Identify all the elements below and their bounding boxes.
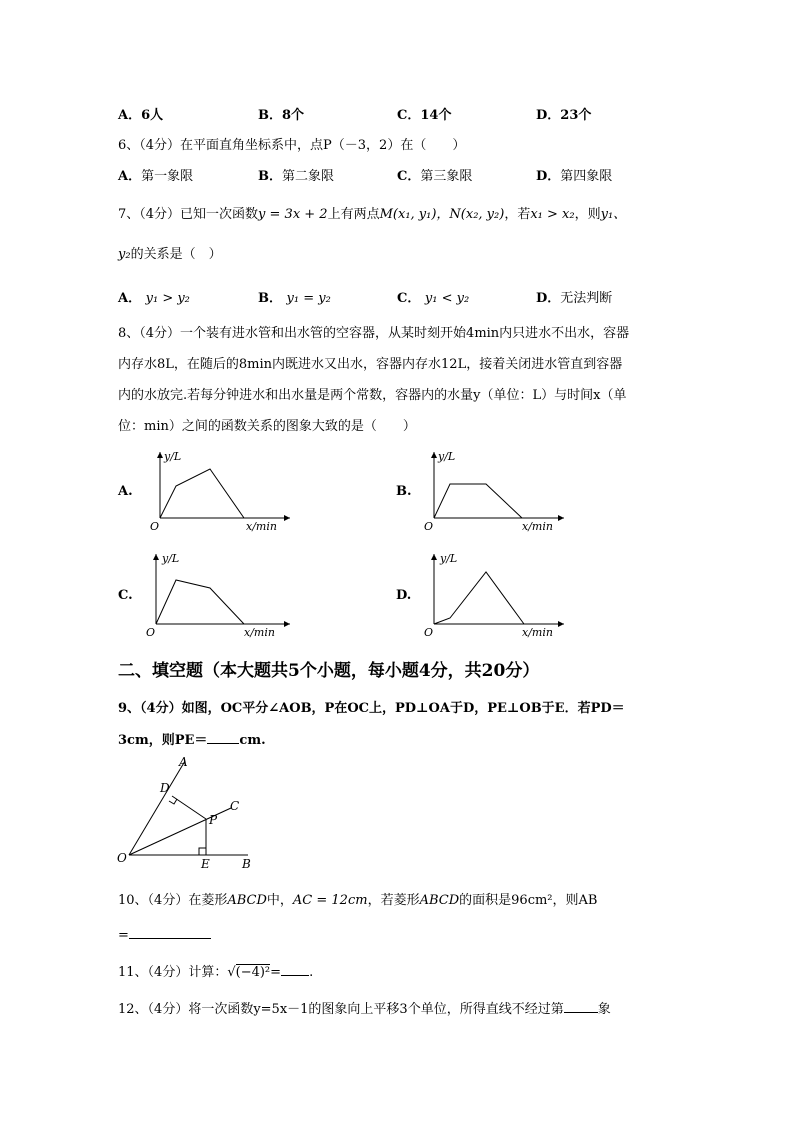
ray-oa [129, 761, 185, 855]
x-axis-arrow [558, 515, 564, 521]
origin-label: O [424, 626, 434, 639]
graph-line [156, 580, 244, 624]
y-axis-arrow [157, 452, 163, 458]
q7-option-d: D．无法判断 [536, 291, 613, 306]
q6-option-a: A．第一象限 [118, 169, 194, 184]
q12-stem: 12、（4分）将一次函数y=5x－1的图象向上平移3个单位，所得直线不经过第 象 [118, 1002, 611, 1017]
y-axis-label: y/L [438, 450, 456, 463]
y-axis-label: y/L [440, 552, 458, 565]
x-axis-label: x/min [522, 626, 553, 639]
q11-stem: 11、（4分）计算：√(−4)²= . [118, 965, 314, 980]
q9-answer-blank[interactable] [207, 731, 239, 744]
q11-answer-blank[interactable] [281, 963, 309, 976]
q8-graph-a [140, 446, 300, 538]
q7-stem-line2: y₂的关系是（ ） [118, 247, 222, 262]
q7-option-b: B． y₁ = y₂ [258, 291, 331, 306]
q9-stem-line2: 3cm，则PE＝ cm. [118, 733, 266, 748]
q10-answer-line: = [118, 926, 211, 943]
x-axis-arrow [558, 621, 564, 627]
q8-graph-label-a: A. [118, 484, 133, 499]
q6-option-b: B．第二象限 [258, 169, 335, 184]
q5-option-a: A．6人 [118, 108, 164, 123]
q8-graph-c [140, 550, 300, 642]
y-axis-arrow [153, 554, 159, 560]
q5-option-b: B．8个 [258, 108, 305, 123]
q10-stem: 10、（4分）在菱形ABCD中，AC = 12cm，若菱形ABCD的面积是96cm²，则AB [118, 893, 598, 908]
q8-graph-label-b: B. [396, 484, 412, 499]
y-axis-label: y/L [162, 552, 180, 565]
y-axis-arrow [431, 554, 437, 560]
q6-option-c: C．第三象限 [397, 169, 473, 184]
q5-option-d: D．23个 [536, 108, 592, 123]
q10-answer-blank[interactable] [129, 926, 211, 939]
origin-label: O [150, 520, 160, 533]
label-p: P [209, 813, 218, 827]
q7-option-a: A． y₁ > y₂ [118, 291, 190, 306]
label-o: O [117, 851, 127, 865]
origin-label: O [146, 626, 156, 639]
q8-graph-label-c: C. [118, 588, 133, 603]
label-a: A [179, 755, 188, 769]
right-angle-d [169, 799, 177, 804]
label-c: C [230, 799, 240, 813]
q6-option-d: D．第四象限 [536, 169, 613, 184]
q7-option-c: C． y₁ < y₂ [397, 291, 470, 306]
x-axis-arrow [284, 621, 290, 627]
y-axis-arrow [431, 452, 437, 458]
q7-stem: 7、（4分）已知一次函数y = 3x + 2上有两点M(x₁, y₁)，N(x₂, y₂)，若x₁ > x₂，则y₁、 [118, 207, 627, 222]
q8-graph-d [414, 550, 574, 642]
q8-graph-label-d: D. [396, 588, 412, 603]
graph-line [434, 484, 522, 518]
graph-line [434, 572, 524, 624]
q5-option-c: C．14个 [397, 108, 452, 123]
q8-graph-b [414, 446, 574, 538]
section-2-heading: 二、填空题（本大题共5个小题，每小题4分，共20分） [118, 661, 540, 681]
x-axis-label: x/min [246, 520, 277, 533]
y-axis-label: y/L [164, 450, 182, 463]
radicand: (−4)² [235, 965, 271, 980]
q8-stem-line2: 内存水8L，在随后的8min内既进水又出水，容器内存水12L，接着关闭进水管直到容器 [118, 357, 623, 372]
x-axis-arrow [284, 515, 290, 521]
q9-stem-line1: 9、（4分）如图，OC平分∠AOB，P在OC上，PD⊥OA于D，PE⊥OB于E．若PD＝ [118, 701, 625, 716]
label-e: E [201, 857, 210, 871]
label-d: D [160, 781, 170, 795]
label-b: B [242, 857, 251, 871]
q8-stem-line1: 8、（4分）一个装有进水管和出水管的空容器，从某时刻开始4min内只进水不出水，容器 [118, 326, 630, 341]
radical-sign: √ [227, 965, 236, 980]
q12-answer-blank[interactable] [564, 1000, 598, 1013]
x-axis-label: x/min [522, 520, 553, 533]
origin-label: O [424, 520, 434, 533]
q8-stem-line3: 内的水放完.若每分钟进水和出水量是两个常数，容器内的水量y（单位：L）与时间x（单 [118, 388, 627, 403]
q6-stem: 6、（4分）在平面直角坐标系中，点P（－3，2）在（ ） [118, 138, 466, 153]
q8-stem-line4: 位：min）之间的函数关系的图象大致的是（ ） [118, 419, 416, 434]
graph-line [160, 469, 244, 518]
x-axis-label: x/min [244, 626, 275, 639]
q9-figure [115, 752, 275, 874]
right-angle-e [199, 848, 206, 855]
